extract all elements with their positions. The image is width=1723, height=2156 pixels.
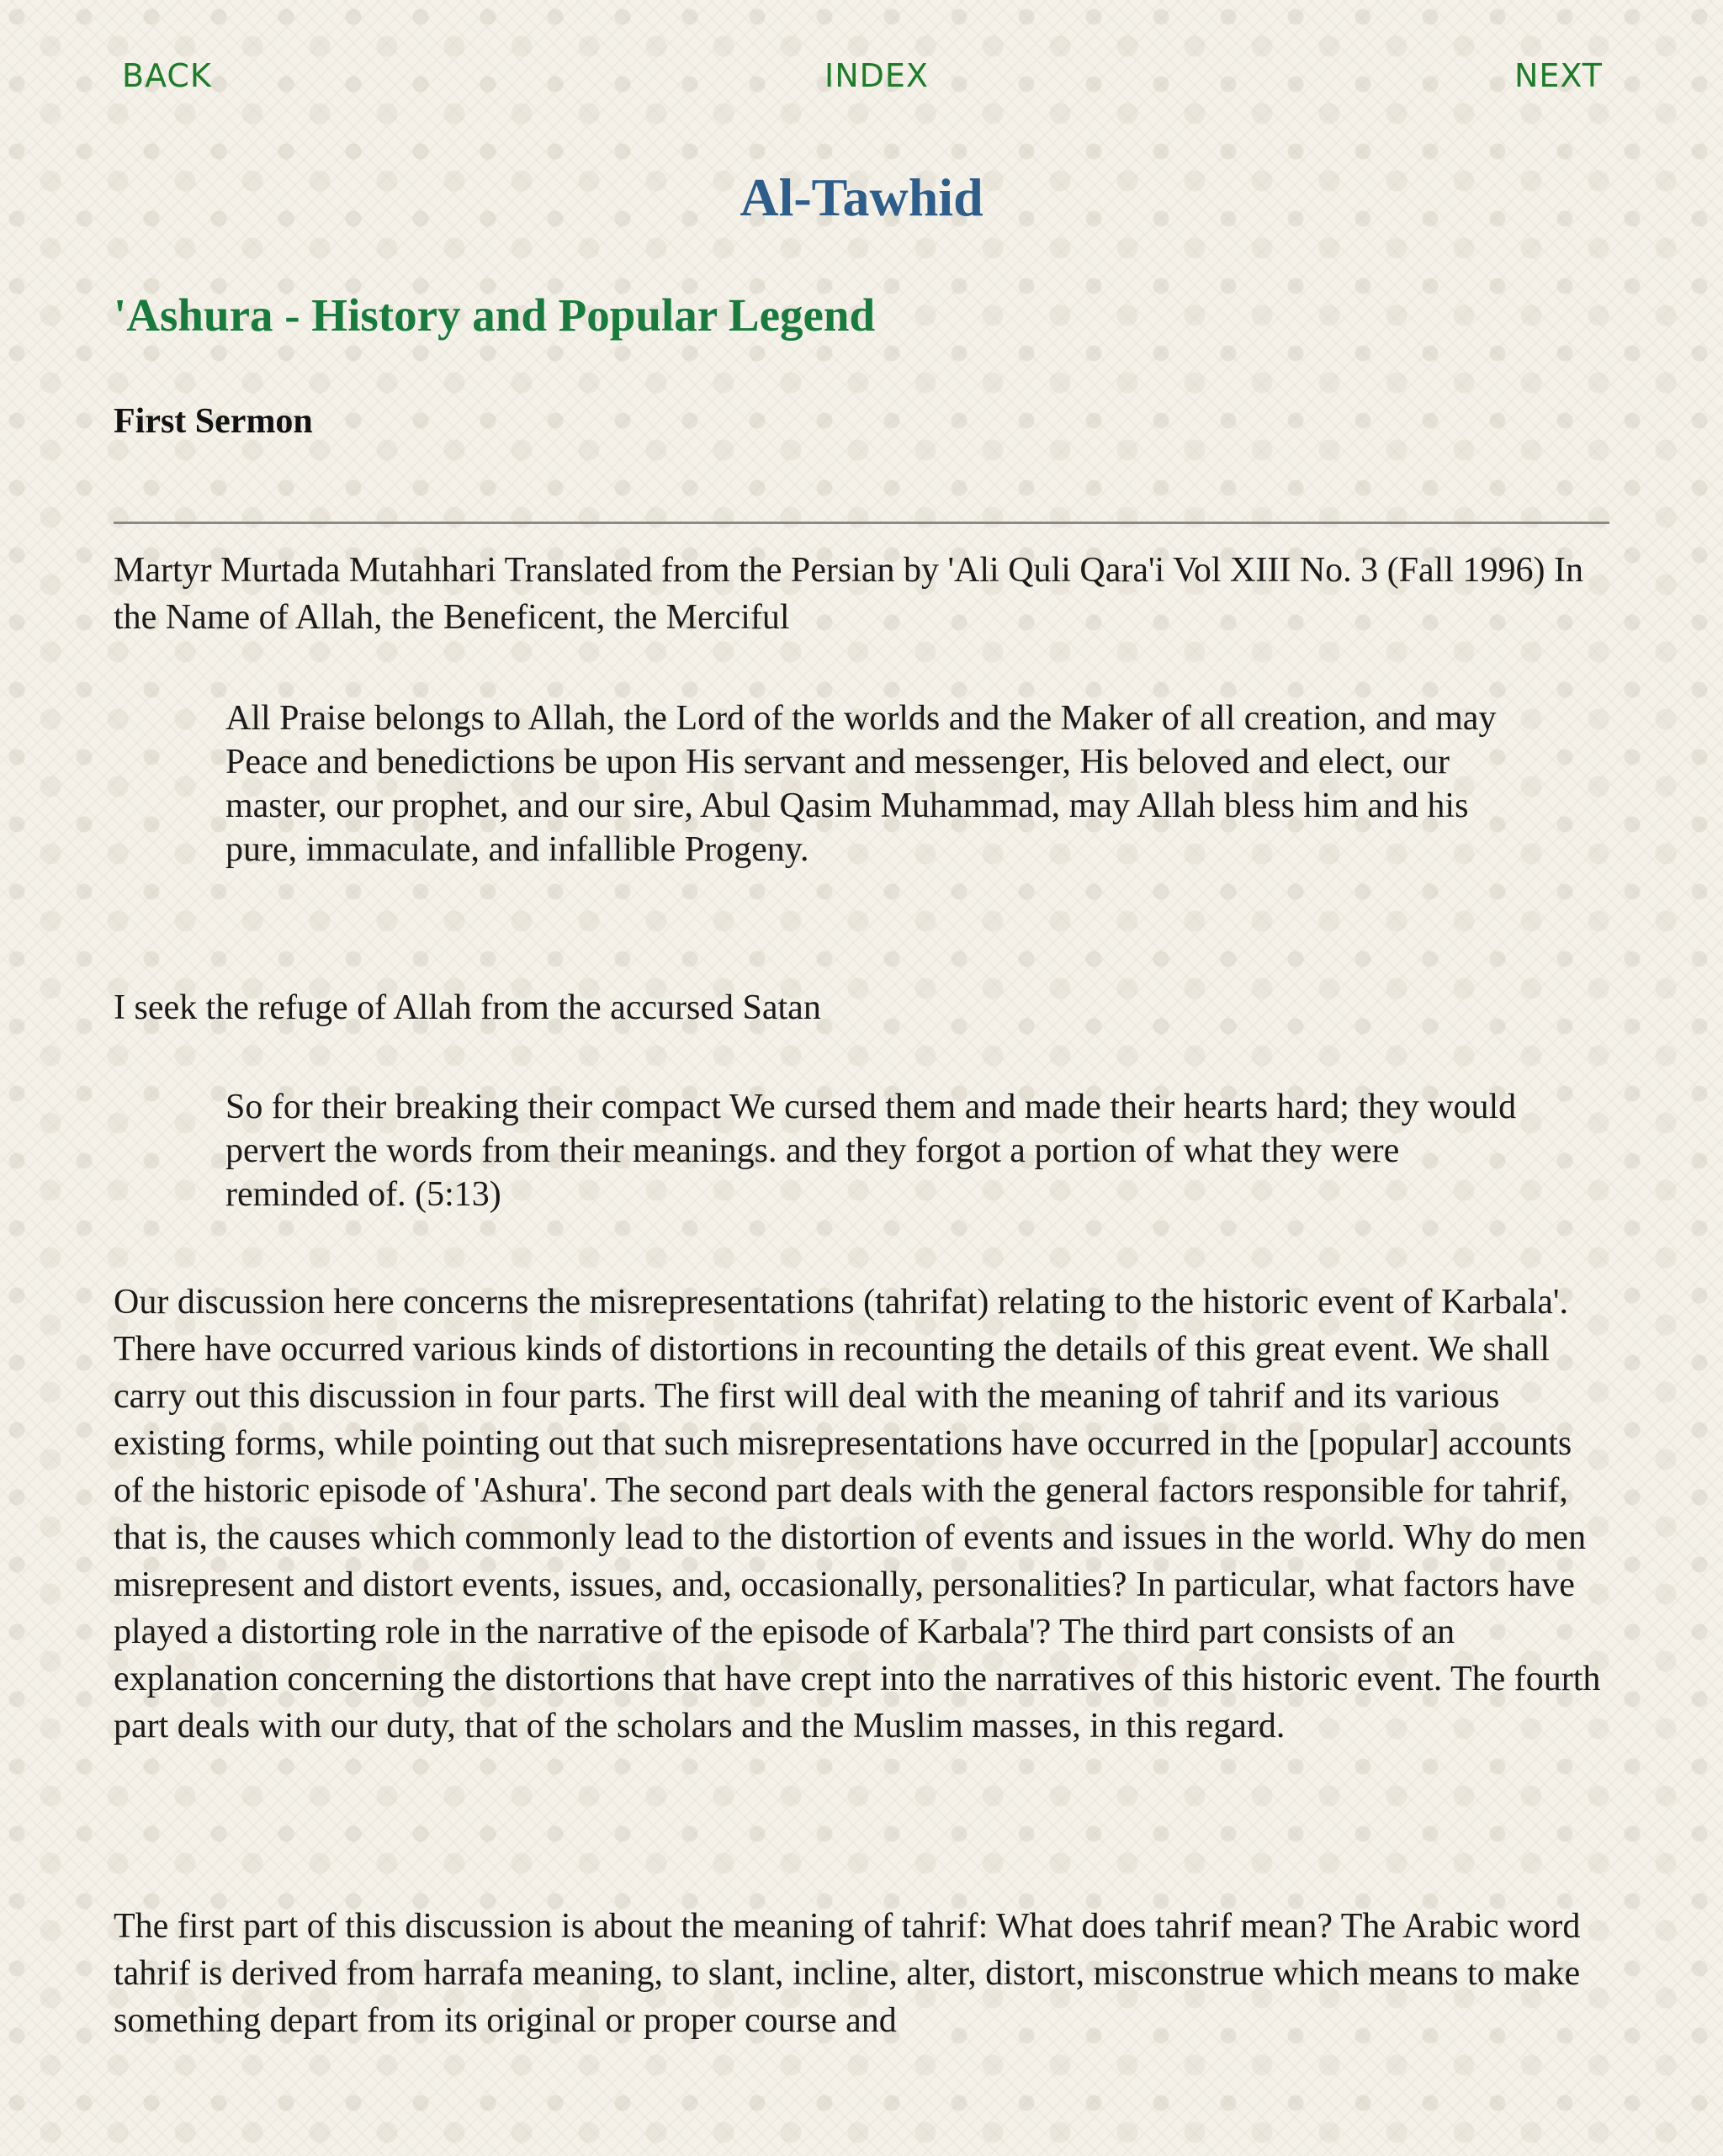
body-block-1 [114, 1279, 1609, 1750]
intro-block [114, 547, 1609, 641]
horizontal-divider [114, 522, 1609, 524]
blockquote-praise [225, 697, 1521, 871]
blockquote-verse [225, 1085, 1521, 1216]
refuge-block [114, 984, 1609, 1031]
body-paragraph: The first part of this discussion is about the meaning of tahrif: What does tahrif mean? The Arabic word tahrif is derived from harrafa meaning, to slant, incline, alter, distort, misconstrue which means to make something depart from its original or proper course and [114, 1907, 1581, 2040]
intro-paragraph: Martyr Murtada Mutahhari Translated from the Persian by 'Ali Quli Qara'i Vol XIII No. 3 (Fall 1996) In the Name of Allah, the Beneficent, the Merciful [114, 551, 1583, 637]
top-navigation [122, 57, 1603, 99]
section-heading: First Sermon [114, 402, 313, 441]
body-paragraph: Our discussion here concerns the misrepresentations (tahrifat) relating to the historic event of Karbala'. There have occurred various kinds of distortions in recounting the details of this great event. We shall carry out this discussion in four parts. The first will deal with the meaning of tahrif and its various existing forms, while pointing out that such misrepresentations have occurred in the [popular] accounts of the historic episode of 'Ashura'. The second part deals with the general factors responsible for tahrif, that is, the causes which commonly lead to the distortion of events and issues in the world. Why do men misrepresent and distort events, issues, and, occasionally, personalities? In particular, what factors have played a distorting role in the narrative of the episode of Karbala'? The third part consists of an explanation concerning the distortions that have crept into the narratives of this historic event. The fourth part deals with our duty, that of the scholars and the Muslim masses, in this regard. [114, 1283, 1601, 1745]
index-link[interactable]: INDEX [824, 57, 929, 94]
refuge-paragraph: I seek the refuge of Allah from the accursed Satan [114, 988, 821, 1027]
quote-text: All Praise belongs to Allah, the Lord of the worlds and the Maker of all creation, and may Peace and benedictions be upon His servant and messenger, His beloved and elect, our master, our prophet, and our sire, Abul Qasim Muhammad, may Allah bless him and his pure, immaculate, and infallible Progeny. [225, 699, 1497, 869]
site-title: Al-Tawhid [740, 167, 983, 227]
quote-text: So for their breaking their compact We cursed them and made their hearts hard; they would pervert the words from their meanings. and they forgot a portion of what they were reminded of. (5:13) [225, 1088, 1517, 1214]
body-block-2 [114, 1903, 1609, 2044]
back-link[interactable]: BACK [122, 57, 212, 94]
article-title: 'Ashura - History and Popular Legend [114, 289, 876, 341]
next-link[interactable]: NEXT [1514, 57, 1603, 94]
